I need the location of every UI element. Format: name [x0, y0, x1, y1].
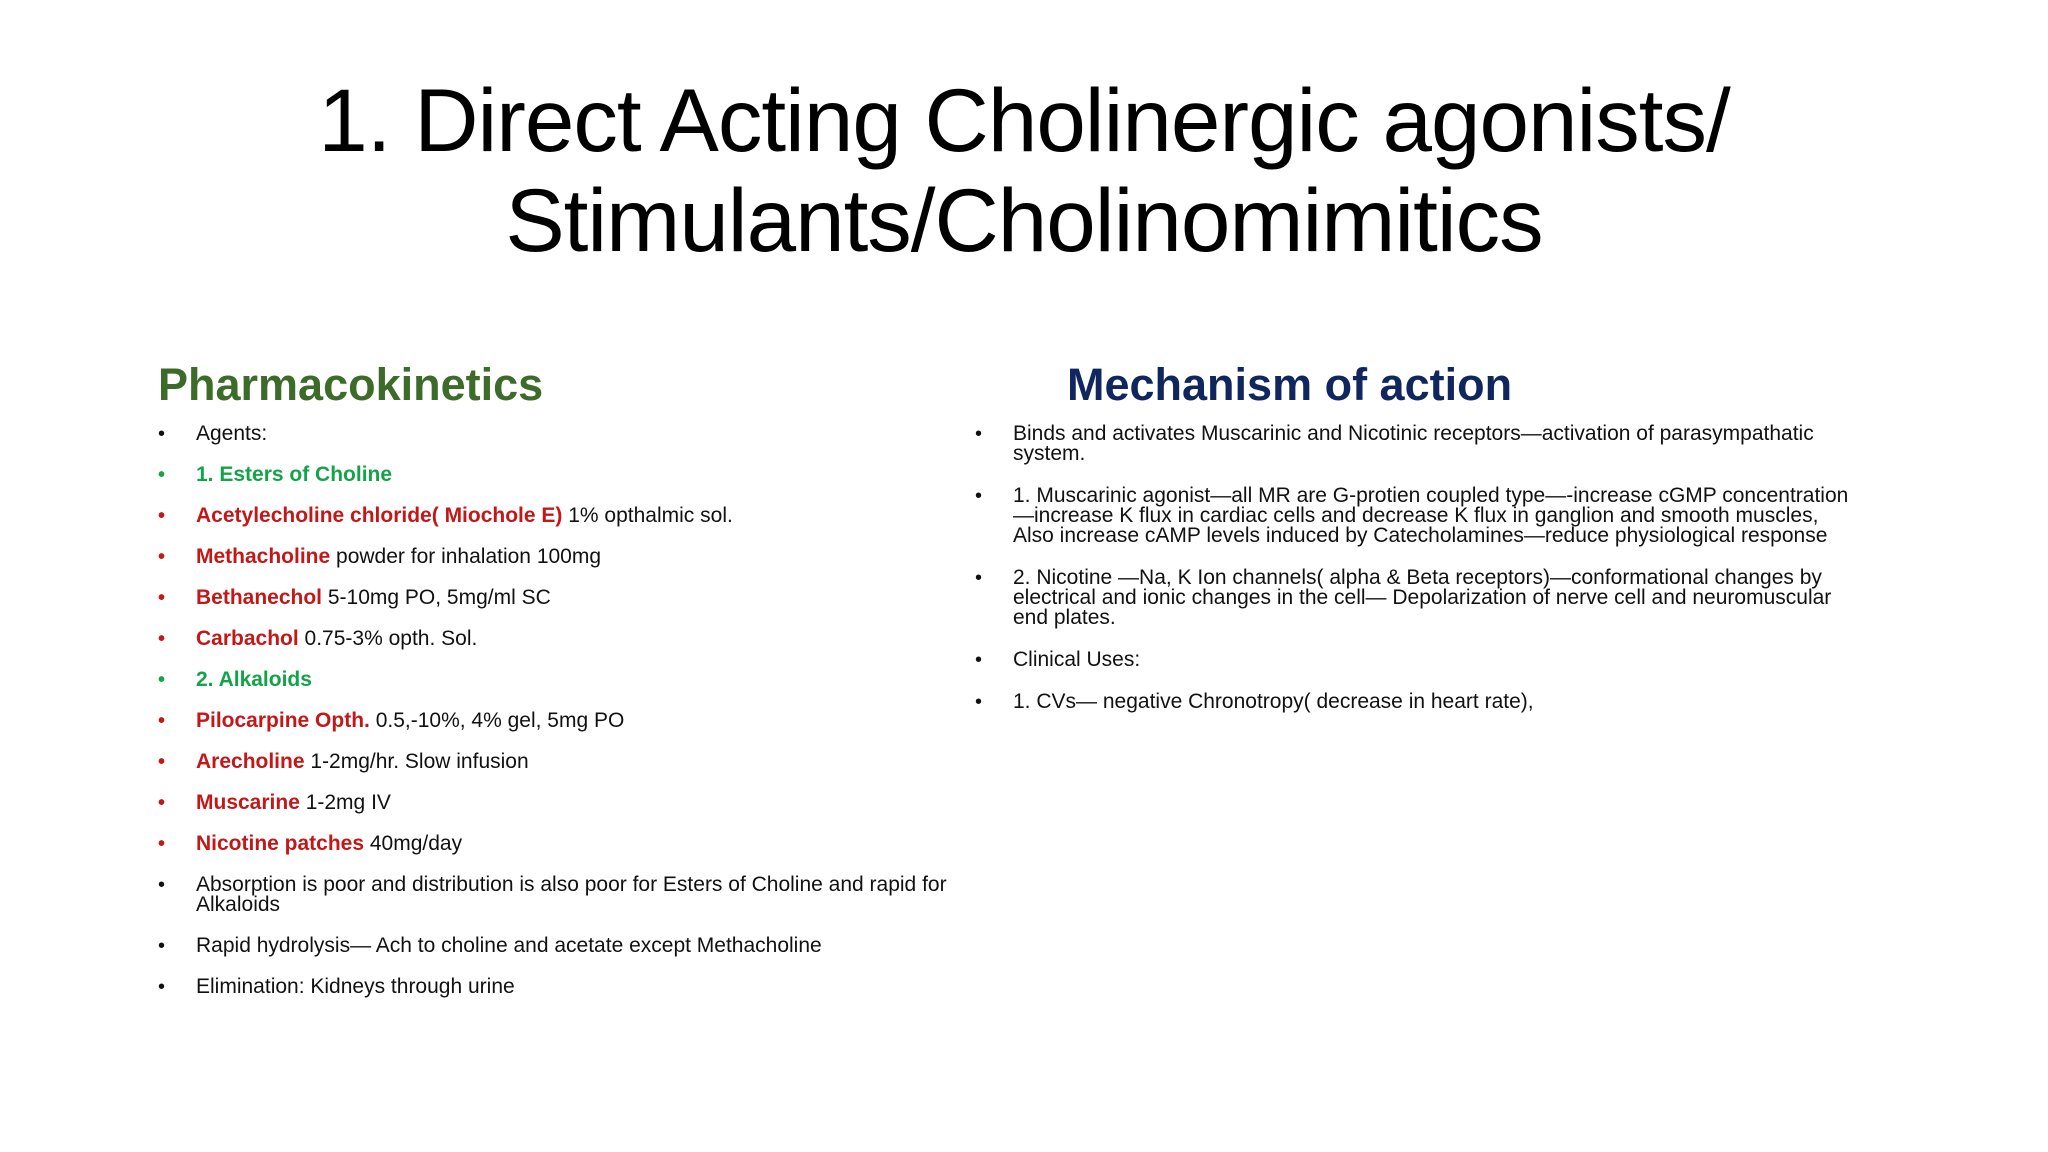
pharmacokinetics-section	[158, 358, 978, 1018]
item-text: Binds and activates Muscarinic and Nicotinic receptors—activation of parasympathatic system.	[1013, 422, 1814, 465]
item-text: 5-10mg PO, 5mg/ml SC	[322, 586, 551, 609]
bullet-icon: •	[158, 710, 166, 732]
pharmacokinetics-item	[158, 711, 978, 731]
bullet-icon: •	[975, 691, 983, 713]
mechanism-item	[975, 650, 1855, 670]
pharmacokinetics-item	[158, 629, 978, 649]
pharmacokinetics-item	[158, 834, 978, 854]
drug-name: Arecholine	[196, 750, 305, 773]
drug-name: Carbachol	[196, 627, 299, 650]
mechanism-item	[975, 486, 1855, 546]
bullet-icon: •	[158, 505, 166, 527]
mechanism-heading: Mechanism of action	[1067, 359, 1513, 410]
drug-name: 1. Esters of Choline	[196, 463, 393, 486]
bullet-icon: •	[158, 628, 166, 650]
bullet-icon: •	[158, 546, 166, 568]
item-text: powder for inhalation 100mg	[330, 545, 602, 568]
item-text: 0.75-3% opth. Sol.	[298, 627, 478, 650]
bullet-icon: •	[158, 464, 166, 486]
item-text: 2. Nicotine —Na, K Ion channels( alpha & Beta receptors)—conformational changes by electrical and ionic changes in the cell— Depolarization of nerve cell and neuromuscular end plates.	[1013, 566, 1832, 629]
bullet-icon: •	[158, 669, 166, 691]
bullet-icon: •	[975, 649, 983, 671]
pharmacokinetics-item	[158, 875, 978, 915]
bullet-icon: •	[975, 423, 983, 445]
drug-name: 2. Alkaloids	[196, 668, 312, 691]
pharmacokinetics-item	[158, 547, 978, 567]
item-text: Absorption is poor and distribution is also poor for Esters of Choline and rapid for Alkaloids	[196, 873, 947, 916]
pharmacokinetics-item	[158, 936, 978, 956]
item-text: 1. CVs— negative Chronotropy( decrease in heart rate),	[1013, 690, 1534, 713]
pharmacokinetics-item	[158, 977, 978, 997]
slide-title-line-2: Stimulants/Cholinomimitics	[505, 170, 1543, 270]
mechanism-list	[975, 424, 1855, 712]
bullet-icon: •	[158, 874, 166, 896]
bullet-icon: •	[158, 833, 166, 855]
drug-name: Acetylecholine chloride( Miochole E)	[196, 504, 563, 527]
pharmacokinetics-item	[158, 465, 978, 485]
pharmacokinetics-item	[158, 424, 978, 444]
pharmacokinetics-item	[158, 752, 978, 772]
item-text: 40mg/day	[364, 832, 463, 855]
bullet-icon: •	[158, 976, 166, 998]
slide-title-line-1: 1. Direct Acting Cholinergic agonists/	[318, 70, 1730, 170]
item-text: Clinical Uses:	[1013, 648, 1141, 671]
pharmacokinetics-item	[158, 793, 978, 813]
mechanism-item	[975, 424, 1855, 464]
bullet-icon: •	[158, 423, 166, 445]
pharmacokinetics-heading: Pharmacokinetics	[158, 359, 544, 410]
item-text: Rapid hydrolysis— Ach to choline and acetate except Methacholine	[196, 934, 822, 957]
bullet-icon: •	[975, 567, 983, 589]
item-text: Elimination: Kidneys through urine	[196, 975, 515, 998]
mechanism-item	[975, 568, 1855, 628]
bullet-icon: •	[158, 587, 166, 609]
mechanism-section	[975, 358, 1855, 734]
slide-title	[0, 70, 2048, 270]
drug-name: Pilocarpine Opth.	[196, 709, 370, 732]
item-text: 1. Muscarinic agonist—all MR are G-protien coupled type—-increase cGMP concentration—increase K flux in cardiac cells and decrease K flux in ganglion and smooth muscles, Also increase cAMP levels induced by Catecholamines—reduce physiological response	[1013, 484, 1849, 547]
pharmacokinetics-list	[158, 424, 978, 997]
pharmacokinetics-item	[158, 670, 978, 690]
bullet-icon: •	[158, 792, 166, 814]
item-text: 1-2mg IV	[299, 791, 391, 814]
pharmacokinetics-item	[158, 506, 978, 526]
bullet-icon: •	[158, 935, 166, 957]
drug-name: Muscarine	[196, 791, 300, 814]
mechanism-item	[975, 692, 1855, 712]
bullet-icon: •	[158, 751, 166, 773]
item-text: 1% opthalmic sol.	[562, 504, 733, 527]
item-text: 0.5,-10%, 4% gel, 5mg PO	[369, 709, 625, 732]
drug-name: Methacholine	[196, 545, 331, 568]
bullet-icon: •	[975, 485, 983, 507]
item-text: 1-2mg/hr. Slow infusion	[304, 750, 529, 773]
item-text: Agents:	[196, 422, 268, 445]
drug-name: Nicotine patches	[196, 832, 365, 855]
drug-name: Bethanechol	[196, 586, 323, 609]
pharmacokinetics-item	[158, 588, 978, 608]
